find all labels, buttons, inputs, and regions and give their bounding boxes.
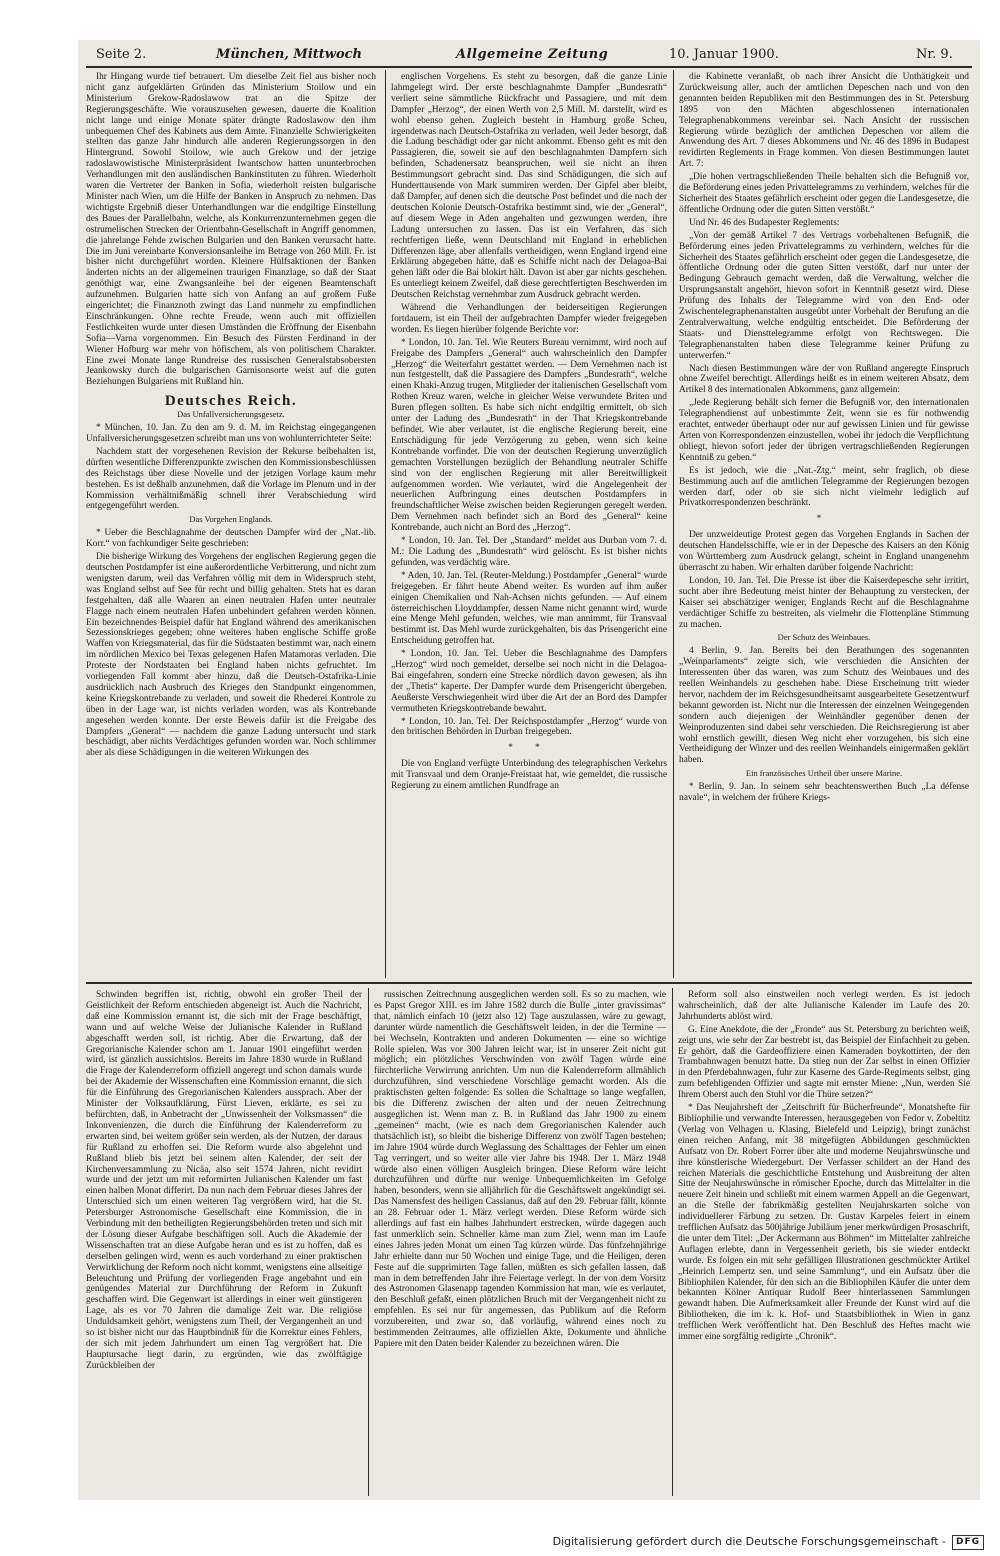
paragraph: Und Nr. 46 des Budapester Reglements: — [689, 217, 840, 228]
paragraph: * Ueber die Beschlagnahme der deutschen Dampfer wird der „Nat.-lib. Korr.“ von fachkundiger Seite geschrieben: — [86, 528, 376, 550]
issue-date: 10. Januar 1900. — [669, 47, 779, 62]
credit-text: Digitalisierung gefördert durch die Deutsche Forschungsgemeinschaft - — [552, 1535, 946, 1548]
paragraph: * London, 10. Jan. Tel. Der „Standard“ meldet aus Durban vom 7. d. M.: Die Ladung des „Bundesrath“ wird gelöscht. Es ist bisher nichts gefunden, was verdächtig wäre. — [391, 536, 667, 568]
article-column-1 — [86, 72, 376, 974]
separator-stars: * — [816, 514, 832, 525]
feuilleton-column-3 — [678, 990, 970, 1494]
page-number: Seite 2. — [96, 47, 147, 62]
section-divider — [86, 982, 972, 984]
paragraph: Reform soll also einstweilen noch verlegt werden. Es ist jedoch wahrscheinlich, daß der alte Julianische Kalender im Laufe des 20. Jahrhunderts ablöst wird. — [678, 990, 970, 1022]
column-divider — [673, 70, 674, 978]
section-title: Deutsches Reich. — [164, 393, 298, 410]
dfg-logo: DFG — [952, 1535, 984, 1550]
paragraph: * London, 10. Jan. Tel. Wie Reuters Bureau vernimmt, wird noch auf Freigabe des Dampfers „General“ auch wahrscheinlich den Dampfer „Herzog“ die Weiterfahrt gestattet werden. — Dem Vernehmen nach ist nun festgestellt, daß die Passagiere des Dampfers „Bundesrath“, welche einen Khaki-Anzug trugen, Mitglieder der italienischen Gesellschaft vom Rothen Kreuz waren, welche in gleicher Weise verwundete Briten und Buren pflegen sollten. Es habe sich nicht endgiltig ermittelt, ob sich unter der Ladung des „Bundesrath“ in der That Kriegskontrebande befindet. Wie aber verlautet, ist die englische Regierung bereit, eine Entschädigung für jede Verzögerung zu geben, wenn sich keine Kontrebande vorfindet. Die von der deutschen Regierung unverzüglich gemachten Vorstellungen bezüglich der Behandlung neutraler Schiffe sind von der englischen Regierung mit aller Bereitwilligkeit aufgenommen worden. Wie verlautet, wird die Angelegenheit der neuerlichen Aufbringung eines deutschen Postdampfers in freundschaftlicher Weise zwischen beiden Regierungen geregelt werden. Dem Vernehmen nach befindet sich an Bord des „General“ keine Kontrebande, auch nicht an Bord des „Herzog“. — [391, 337, 667, 534]
paragraph: Während die Verhandlungen der beiderseitigen Regierungen fortdauern, ist ein Theil der aufgebrachten Dampfer wieder freigegeben worden. Es liegen hierüber folgende Berichte vor: — [391, 303, 667, 335]
paragraph: Die bisherige Wirkung des Vorgehens der englischen Regierung gegen die deutschen Postdampfer ist eine außerordentliche Verbitterung, und nicht zum wenigsten darum, weil das Verfahren völlig mit dem in Widerspruch steht, was England selbst auf See für recht und billig gehalten. Stets hat es daran festgehalten, daß alle Waaren an einen neutralen Hafen unter neutraler Flagge nach einem neutralen Hafen unbehindert gefahren werden können. Ein bezeichnendes Beispiel dafür hat England während des amerikanischen Sezessionskrieges gegeben; ohne weiteres haben englische Schiffe große Waffen von Kriegsmaterial, das für die Südstaaten bestimmt war, nach einem im nördlichen Mexico bei Texas gelegenen Hafen Matamoras verladen. Die Proteste der Nordstaaten bei England haben nichts gefruchtet. Im vorliegenden Fall kommt aber hinzu, daß die Deutsch-Ostafrika-Linie ausdrücklich nach Ausbruch des Krieges den Standpunkt eingenommen, keine Kriegskontrebande zu verladen, und soweit die Rhederei Kontrole zu üben in der Lage war, ist nichts verladen worden, was als Kontrebande angesehen werden konnte. Der erste Beweis dafür ist die Freigabe des Dampfers „General“ — nachdem die ganze Ladung untersucht und stark beschädigt, aber nichts Verdächtiges gefunden worden war. Noch schlimmer aber als diese Schädigungen in die weiteren Wirkungen des — [86, 552, 376, 759]
paragraph: * Das Neujahrsheft der „Zeitschrift für Bücherfreunde“, Monatshefte für Bibliophilie und verwandte Interessen, herausgegeben von Fedor v. Zobeltitz (Verlag von Velhagen u. Klasing, Bielefeld und Leipzig), bringt zunächst einen reichen Anfang, mit 38 mitgefügten Abbildungen geschmückten Aufsatz von Dr. Robert Forrer über alte und moderne Neujahrswünsche und ihre künstlerische Wiedergeburt. Der Verfasser schildert an der Hand des reichen Materials die geschichtliche Entstehung und Ausbreitung der alten Sitte der Neujahrswünsche in römischer Epoche, durch das Mittelalter in die neuere Zeit hinein und schließt mit einem warmen Appell an die Gegenwart, an die Stelle der fabrikmäßig gestellten Neujahrskarten solche von individuellerer Färbung zu setzen. Dr. Gustav Karpeles feiert in einem trefflichen Aufsatz das 500jährige Jubiläum jener merkwürdigen Prosaschrift, die unter dem Titel: „Der Ackermann aus Böhmen“ im Mittelalter zahlreiche Auflagen erlebte, dann in Vergessenheit gerieth, bis sie wieder entdeckt wurde. Es folgen ein mit sehr gefälligen Illustrationen geschmückter Artikel „Heinrich Lempertz sen. und seine Sammlung“, und ein Aufsatz über die Bibliophilen Kalender, für den sich an die Bibliophilen Käufer die unter dem bekannten Kölner Antiquar Rudolf Beer hinterlassenen Sammlungen gewandt haben. Die Aufmerksamkeit aller Freunde der Kunst wird auf die Bibliotheken, die im k. k. Hof- und Staatsbibliothek in Wien in ganz trefflichen Werk veröffentlicht hat. Den Beschluß des Heftes macht wie immer eine sorgfältig redigirte „Chronik“. — [678, 1103, 970, 1343]
paragraph: „Von der gemäß Artikel 7 des Vertrags vorbehaltenen Befugniß, die Beförderung eines jeden Privattelegramms zu verhindern, welches für die Sicherheit des Staates gefährlich erscheint oder gegen die Landesgesetze, die öffentliche Ordnung oder die guten Sitten verstößt, darf nur unter der Bedingung Gebrauch gemacht werden, daß die Verwaltung, welcher die Ursprungsanstalt angehört, hievon sofort in Kenntniß gesetzt wird. Diese Prüfung des Inhalts der Telegramme wird von den End- oder Zwischentelegraphenanstalten ausgeübt unter Vorbehalt der Berufung an die Zentralverwaltung, welche endgültig entscheidet. Die Beförderung der Staats- und Diensttelegramme erfolgt von Rechtswegen. Die Telegraphenanstalten haben diese Telegramme keiner Prüfung zu unterwerfen.“ — [679, 230, 969, 361]
subheading: Der Schutz des Weinbaues. — [777, 632, 871, 643]
feuilleton-column-2 — [374, 990, 666, 1494]
paragraph: * London, 10. Jan. Tel. Der Reichspostdampfer „Herzog“ wurde von den britischen Behörden in Durban freigegeben. — [391, 716, 667, 738]
paragraph: Nach diesen Bestimmungen wäre der von Rußland angeregte Einspruch ohne Zweifel berechtigt. Allerdings heißt es in einem weiteren Absatz, dem Artikel 8 des internationalen Abkommens, ganz allgemein: — [679, 363, 969, 396]
column-divider — [672, 988, 673, 1496]
paragraph: * Berlin, 9. Jan. In seinem sehr beachtenswerthen Buch „La défense navale“, in welchem der frühere Kriegs- — [679, 782, 969, 804]
paragraph: Nachdem statt der vorgesehenen Revision der Rekurse beibehalten ist, dürften wesentliche Differenzpunkte zwischen den Kommissionsbeschlüssen des Reichstags über diese Novelle und der jetzigen Vorlage kaum mehr bestehen. Es ist deßhalb anzunehmen, daß die Vorlage im Plenum und in der Kommission verhältnißmäßig schnell ihrer Verabschiedung wird entgegengeführt werden. — [86, 446, 376, 512]
paragraph: * Aden, 10. Jan. Tel. (Reuter-Meldung.) Postdampfer „General“ wurde freigegeben. Er fährt heute Abend weiter. Es wurden auf ihm außer einigen Chemikalien und Nah-Achsen nichts gefunden. — Auf einem österreichischen Lloyddampfer, dessen Name nicht genannt wird, wurde eine Menge Mehl gefunden, welches, wie man annimmt, für Transvaal bestimmt ist. Das Mehl wurde zurückgehalten, bis das Prisengericht eine Entscheidung getroffen hat. — [391, 570, 667, 647]
header-rule — [86, 66, 972, 68]
digitization-credit — [553, 1534, 984, 1550]
paragraph: „Jede Regierung behält sich ferner die Befugniß vor, den internationalen Telegraphendienst auf unbestimmte Zeit, wenn sie es für nothwendig erachtet, entweder überhaupt oder nur auf gewissen Linien und für gewisse Arten von Korrespondenzen einzustellen, wobei ihr jedoch die Verpflichtung obliegt, hievon sofort jeder der übrigen vertragschließenden Regierungen Kenntniß zu geben.“ — [679, 398, 969, 463]
subheading: Das Unfallversicherungsgesetz. — [177, 409, 285, 420]
page-header — [86, 44, 972, 66]
subheading: Ein französisches Urtheil über unsere Marine. — [745, 768, 903, 779]
paragraph: die Kabinette veranlaßt, ob nach ihrer Ansicht die Unthätigkeit und Zurückweisung aller, auch der amtlichen Depeschen nach und von den genannten beiden Republiken mit den Bestimmungen des in St. Petersburg 1895 von den Mächten abgeschlossenen internationalen Telegraphenabkommens vereinbar sei. Nach Ansicht der russischen Regierung würde bezüglich der amtlichen Depeschen vor allem die Anwendung des Art. 7 dieses Abkommens und Nr. 46 des 1896 in Budapest revidirten Reglements in Frage kommen. Von diesen Bestimmungen lautet Art. 7: — [679, 72, 969, 170]
article-column-2 — [391, 72, 667, 974]
paragraph: Schwinden begriffen ist, richtig, obwohl ein großer Theil der Geistlichkeit der Reform entschieden abgeneigt ist. Auch die Nachricht, daß eine Kommission ernannt ist, die sich mit der Frage beschäftigt, wann und auf welche Weise der Julianische Kalender in Rußland abgeschafft werden soll, ist richtig. Aber die Erwartung, daß der Gregorianische Kalender schon am 1. Januar 1901 eingeführt werden wird, ist gänzlich aussichtslos. Bereits im Jahre 1830 wurde in Rußland die Frage der Kalenderreform offiziell angeregt und schon damals wurde bei der Akademie der Wissenschaften eine Kommission ernannt, die sich für die Einführung des Gregorianischen Kalenders aussprach. Aber der Minister der Volksaufklärung, Fürst Lieven, erklärte, es sei zu befürchten, daß, in Anbetracht der „Unwissenheit der Volksmassen“ die Inkonvenienzen, die durch die Einführung der Kalenderreform zu erwarten sind, bei weitem größer sein werden, als der Nutzen, der daraus für Rußland zu erhoffen sei. Die Reform wurde also abgelehnt und Rußland blieb bis jetzt bei seinem alten Kalender, der seit der Kirchenversammlung zu Nicäa, also seit 1574 Jahren, nicht revidirt wurde und der jetzt um mit reformirten Julianischen Kalender um fast einen halben Monat differirt. Da nun nach dem Februar dieses Jahres der Unterschied sich um einen weiteren Tag vergrößern wird, hat die St. Petersburger Astronomische Gesellschaft eine Kommission, die in Verbindung mit den betheiligten Regierungsbehörden treten und sich mit der Lösung dieser Aufgabe beschäftigen soll. Auch die Akademie der Wissenschaften trat an diese Aufgabe heran und es ist zu hoffen, daß es derselben gelingen wird, wenn es auch vorderhand zu einer praktischen Verwirklichung der Reform noch nicht kommt, wenigstens eine allseitige Beleuchtung und Prüfung der vorliegenden Frage angebahnt und ein genügendes Material zur Durchführung der Reform in Zukunft geschaffen wird. Die Gegenwart ist allerdings in einer weit günstigeren Lage, als es vor 70 Jahren die damalige Zeit war. Die religiöse Unduldsamkeit gehört, wenigstens zum Theil, der Vergangenheit an und so ist bisher nicht nur das Hauptbindniß für die Korrektur eines Fehlers, der sich mit jedem Jahrhundert um einen Tag vergrößert hat. Die Hauptursache liegt darin, zu ergründen, wie das zwölftägige Zurückbleiben der — [86, 990, 362, 1371]
article-column-3 — [679, 72, 969, 974]
paragraph: englischen Vorgehens. Es steht zu besorgen, daß die ganze Linie lahmgelegt wird. Der erste beschlagnahmte Dampfer „Bundesrath“ verliert seine sämmtliche Rückfracht und Passagiere, und mit dem Dampfer „Herzog“, der einen Werth von 2,5 Mill. M. darstellt, wird es wohl ebenso gehen. Zugleich besteht in Hamburg große Scheu, irgendetwas nach Deutsch-Ostafrika zu verladen, weil Jeder besorgt, daß die Ladung beschädigt oder gar nicht ankommt. Ebenso geht es mit den Passagieren, die, soweit sie auf den beschlagnahmten Dampfern sich befinden, Schadenersatz beanspruchen, weil sie nicht an ihren Bestimmungsort gebracht sind. Das sind Schädigungen, die sich auf Hunderttausende von Mark summiren werden. Der Gipfel aber bleibt, daß Dampfer, auf denen sich die deutsche Post befindet und die nach der deutschen Kolonie Deutsch-Ostafrika bestimmt sind, wie der „General“, auf diesem Wege in Aden angehalten und gezwungen werden, ihre Ladung untersuchen zu lassen. Das ist ein Verfahren, das sich rechtfertigen ließe, wenn Deutschland mit England in erheblichen Differenzen läge, aber allenfalls vertheidigen, wenn England irgend eine Erklärung abgegeben hätte, daß es Schiffe nicht nach der Delagoa-Bai gehen läßt oder die Bai blokirt hält. Davon ist aber gar nichts geschehen. Es unterliegt keinem Zweifel, daß diese gerechtfertigten Beschwerden im Deutschen Reichstag vernehmbar zum Ausdruck gebracht werden. — [391, 72, 667, 301]
column-divider — [385, 70, 386, 978]
separator-stars: * * — [508, 743, 550, 754]
place-and-day: München, Mittwoch — [216, 47, 363, 62]
paragraph: * München, 10. Jan. Zu den am 9. d. M. im Reichstag eingegangenen Unfallversicherungsgesetzen schreibt man uns von wohlunterrichteter Seite: — [86, 423, 376, 444]
paragraph: * London, 10. Jan. Tel. Ueber die Beschlagnahme des Dampfers „Herzog“ wird noch gemeldet, derselbe sei noch nicht in die Delagoa-Bai eingefahren, sondern eine Strecke nördlich davon gewesen, als ihn der „Thetis“ kaperte. Der Dampfer wurde dem Prisengericht übergeben. Aeußerste Verschwiegenheit wird über die Art der an Bord des Dampfer vermutheten Kriegskontrebande bewahrt. — [391, 649, 667, 714]
issue-number: Nr. 9. — [916, 47, 953, 62]
paragraph: Der unzweideutige Protest gegen das Vorgehen Englands in Sachen der deutschen Handelsschiffe, wie er in der Depesche des Kaisers an den König von Württemberg zum Ausdruck gelangt, scheint in England unangenehm überrascht zu haben. Wir erhalten darüber folgende Nachricht: — [679, 530, 969, 573]
paragraph: London, 10. Jan. Tel. Die Presse ist über die Kaiserdepesche sehr irritirt, sucht aber ihre Bedeutung meist hinter der Behauptung zu verstecken, der Kaiser sei abschätziger weniger, Englands Recht auf die Beschlagnahme verdächtiger Schiffe zu bestreiten, als vielmehr die Flottenpläne Stimmung zu machen. — [679, 575, 969, 630]
paragraph: Die von England verfügte Unterbindung des telegraphischen Verkehrs mit Transvaal und dem Oranje-Freistaat hat, wie gemeldet, die russische Regierung zu einem amtlichen Rundfrage an — [391, 759, 667, 792]
paragraph: 4 Berlin, 9. Jan. Bereits bei den Berathungen des sogenannten „Weinparlaments“ zeigte sich, wie verschieden die Ansichten der Interessenten über das waren, was zum Schutz des Weinbaues und des reellen Weinhandels zu geschehen habe. Diese Erscheinung tritt wieder hervor, nachdem der im Reichsgesundheitsamt ausgearbeitete Gesetzentwurf bekannt geworden ist. Nicht nur die Interessen der einzelnen Weingegenden sondern auch diejenigen der Weinhändler gegenüber denen der Weinproduzenten sind dabei sehr verschieden. Die Reichsregierung ist aber wohl ernstlich gewillt, diesen Weg nicht eher vorzugehen, bis sich eine Vertheidigung der Winzer und des reellen Weinhandels einigermaßen geklärt haben. — [679, 646, 969, 766]
newspaper-title: Allgemeine Zeitung — [456, 47, 609, 62]
paragraph: „Die hohen vertragschließenden Theile behalten sich die Befugniß vor, die Beförderung eines jeden Privattelegramms zu verhindern, welches für die Sicherheit des Staates gefährlich erscheint oder gegen die Landesgesetze, die öffentliche Ordnung oder die guten Sitten verstößt.“ — [679, 172, 969, 215]
subheading: Das Vorgehen Englands. — [189, 514, 273, 525]
paragraph: G. Eine Anekdote, die der „Fronde“ aus St. Petersburg zu berichten weiß, zeigt uns, wie sehr der Zar bestrebt ist, das Beispiel der Einfachheit zu geben. Er gehört, daß die Gardeoffiziere einen Kameraden boykottirten, der den Trambahnwagen benutzt hatte. Da stieg nun der Zar selbst in einen Offizier in den Pferdebahnwagen, fuhr zur Kaserne des Garde-Regiments selbst, ging zum befehligenden Offizier und sagte mit ernster Miene: „Nun, werden Sie Ihrem Oberst auch den Stuhl vor die Thüre setzen?“ — [678, 1024, 970, 1101]
paragraph: Es ist jedoch, wie die „Nat.-Ztg.“ meint, sehr fraglich, ob diese Bestimmung auch auf die amtlichen Telegramme der Regierungen bezogen werden darf, oder ob sie sich nicht vielmehr lediglich auf Privatkorrespondenzen beschränkt. — [679, 465, 969, 509]
paragraph: russischen Zeitrechnung ausgeglichen werden soll. Es so zu machen, wie es Papst Gregor XIII. es im Jahre 1582 durch die Bulle „inter gravissimas“ that, nämlich einfach 10 (jetzt also 12) Tage auszulassen, wäre zu gewagt, darunter würde namentlich die Geschäftswelt leiden, in der die Termine — bei Wechseln, Kontrakten und anderen Dokumenten — eine so wichtige Rolle spielen. Was vor 300 Jahren leicht war, ist in unserer Zeit nicht gut möglich; ein plötzliches Verschwinden von zwölf Tagen würde eine fürchterliche Verwirrung anrichten. Um nun die Kalenderreform allmählich durchzuführen, sind verschiedene Vorschläge gemacht worden. Als die praktischsten gelten folgende: Es sollen die Schalttage so lange wegfallen, bis die Differenz zwischen der alten und der neuen Zeitrechnung ausgeglichen ist. Wenn man z. B. in Rußland das Jahr 1900 zu einem „gemeinen“ macht, (wie es nach dem Gregorianischen Kalender auch thatsächlich ist), so bleibt die bisherige Differenz von zwölf Tagen bestehen; im Jahre 1904 würde durch Weglassung des Schalttages der Fehler um einen Tag verringert, und so weiter alle vier Jahre bis 1948. Der 1. März 1948 würde also einen völligen Ausgleich bringen. Diese Reform wäre leicht durchzuführen und dürfte nur wenige Unbequemlichkeiten im Gefolge haben, besonders, wenn sie alljährlich für die Geschäftswelt angekündigt sei. Das Namensfest des heiligen Cassianus, daß auf den 29. Februar fällt, könnte an 28. Februar oder 1. März verlegt werden. Diese Reform würde sich allerdings auf fast ein halbes Jahrhundert erstrecken, würde dagegen auch fast unmerklich sein. Schneller käme man zum Ziel, wenn man im Laufe eines Jahres jeden Monat um einen Tag kürzen würde. Das fünfzehnjährige Jahr erhielte dann nur 50 Wochen und einige Tage, und die Heiligen, deren Feste auf die supprimirten Tage fallen, müßten es sich gefallen lassen, daß man in dem betreffenden Jahr ihre Feiertage verlegt. In der von dem Vorsitz des Astronomen Glasenapp tagenden Kommission hat man, wie es verlautet, den Beschluß gefaßt, einen plötzlichen Bruch mit der Vergangenheit nicht zu empfehlen. Es sei nur für angemessen, das Publikum auf die Reform vorzubereiten, und zwar so, daß vorläufig, während eines noch zu bestimmenden Zeitraumes, alle offiziellen Akte, Dokumente und ähnliche Papiere mit den Daten beider Kalender zu bezeichnen wären. Die — [374, 990, 666, 1349]
feuilleton-column-1 — [86, 990, 362, 1494]
column-divider — [368, 988, 369, 1496]
paragraph: Ihr Hingang wurde tief betrauert. Um dieselbe Zeit fiel aus bisher noch nicht ganz aufgeklärten Gründen das Ministerium Stoilow und ein Ministerium Grekow-Radoslawow trat an die Spitze der Regierungsgeschäfte. Wie vorauszusehen gewesen, dauerte die Koalition nicht lange und einige Monate später drängte Radoslawow den ihm unbequemen Chef des Kabinets aus dem Amte. Finanzielle Schwierigkeiten stellten das ganze Jahr hindurch alle anderen Regierungssorgen in den Hintergrund. Sowohl Stoilow, wie auch Grekow und der jetzige radoslawowistische Ministerpräsident Iwantschow hatten ununterbrochen Verhandlungen mit den ausländischen Bankinstituten zu führen. Wiederholt waren die Vertreter der Banken in Sofia, wiederholt reisten bulgarische Minister nach Wien, um die Hilfe der Banken in Anspruch zu nehmen. Das wichtigste Ergebniß dieser Unterhandlungen war die endgiltige Einstellung des Baues der Parallelbahn, welche, als Konkurrenzunternehmen gegen die ostrumelischen Strecken der Orientbahn-Gesellschaft in Angriff genommen, die jahrelange Fehde zwischen Bulgarien und den Banken verursacht hatte. Die im Juni vereinbarte Konversionsanleihe im Betrage von 260 Mill. Fr. ist bisher nicht durchgeführt worden. Kleinere Hülfsaktionen der Banken änderten nichts an der allgemeinen traurigen Finanzlage, so daß der Staat genöthigt war, eine Zwangsanleihe bei der eigenen Beamtenschaft aufzunehmen. Bulgarien hatte sich von Anfang an auf großem Fuße eingerichtet; die Finanznoth zwingt das Land nunmehr zu empfindlichen Einschränkungen. Ohne rechte Freude, wenn auch mit offiziellen Festlichkeiten wurde unter diesen Umständen die Eröffnung der Eisenbahn Sofia—Varna vorgenommen. Ein Besuch des Fürsten Ferdinand in der Wiener Hofburg war mehr von höfischem, als von politischem Charakter. Eine zwei Monate lange Rundreise des russischen Generalstabsobersten Jeankowsky durch die bulgarischen Garnisonsorte weist auf die guten Beziehungen Bulgariens mit Rußland hin. — [86, 72, 376, 388]
